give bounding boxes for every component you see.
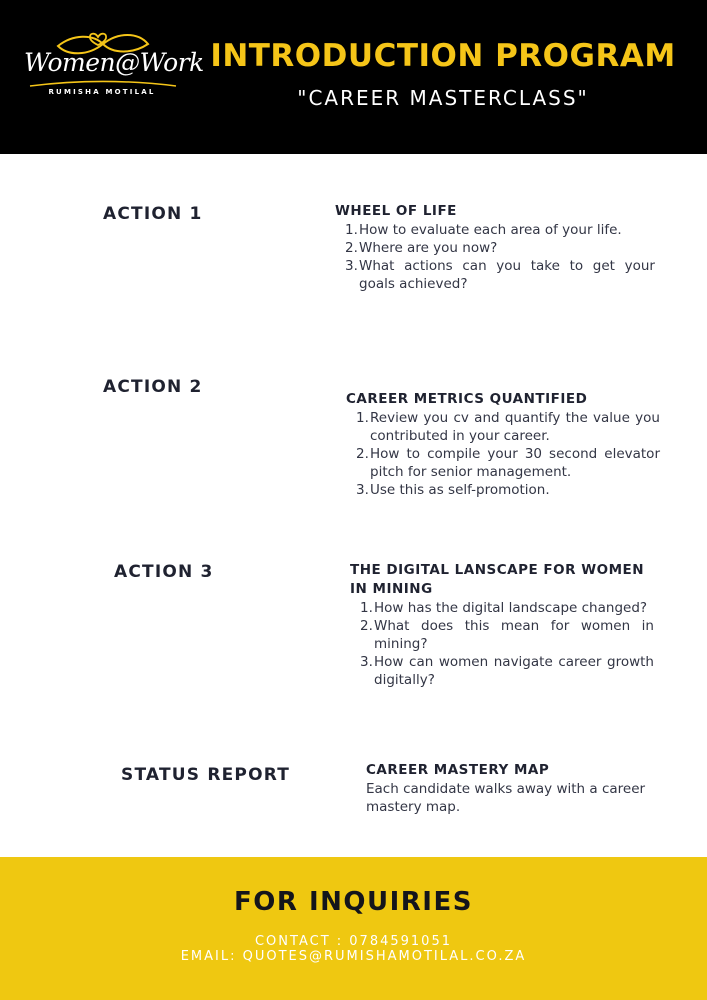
list-item: 2. What does this mean for women in mining? [360, 618, 654, 652]
logo [18, 28, 204, 103]
contact-phone[interactable]: CONTACT : 0784591051 [254, 934, 452, 949]
header-banner [0, 0, 707, 154]
action-1-list [335, 221, 655, 293]
list-item: 2. How to compile your 30 second elevator pitch for senior management. [356, 446, 660, 480]
action-2-section [346, 390, 660, 499]
action-3-label: ACTION 3 [114, 562, 214, 582]
status-report-label: STATUS REPORT [121, 765, 291, 785]
status-report-text: Each candidate walks away with a career mastery map. [366, 781, 646, 815]
action-1-label: ACTION 1 [103, 204, 203, 224]
logo-text: Women@Work [24, 48, 204, 77]
action-2-title: CAREER METRICS QUANTIFIED [346, 391, 588, 407]
action-2-list [346, 409, 660, 499]
status-report-title: CAREER MASTERY MAP [366, 762, 550, 778]
list-item: 3. Use this as self-promotion. [356, 482, 550, 498]
action-3-title: THE DIGITAL LANSCAPE FOR WOMEN IN MINING [350, 562, 645, 597]
logo-subtitle: RUMISHA MOTILAL [48, 88, 156, 96]
action-3-list [350, 599, 654, 689]
footer-title: FOR INQUIRIES [234, 887, 473, 917]
page-title: INTRODUCTION PROGRAM [210, 38, 676, 74]
footer-banner [0, 857, 707, 1000]
page-subtitle: "CAREER MASTERCLASS" [297, 86, 589, 110]
action-2-label: ACTION 2 [103, 377, 203, 397]
status-report-section [366, 761, 686, 816]
action-1-section [335, 202, 655, 293]
list-item: 1. How to evaluate each area of your life. [345, 222, 622, 238]
action-3-section [350, 561, 654, 689]
list-item: 1. How has the digital landscape changed? [360, 600, 648, 616]
contact-email[interactable]: EMAIL: QUOTES@RUMISHAMOTILAL.CO.ZA [180, 949, 527, 964]
list-item: 3. What actions can you take to get your goals achieved? [345, 258, 655, 292]
list-item: 2. Where are you now? [345, 240, 498, 256]
list-item: 1. Review you cv and quantify the value you contributed in your career. [356, 410, 660, 444]
list-item: 3. How can women navigate career growth digitally? [360, 654, 654, 688]
action-1-title: WHEEL OF LIFE [335, 203, 457, 219]
